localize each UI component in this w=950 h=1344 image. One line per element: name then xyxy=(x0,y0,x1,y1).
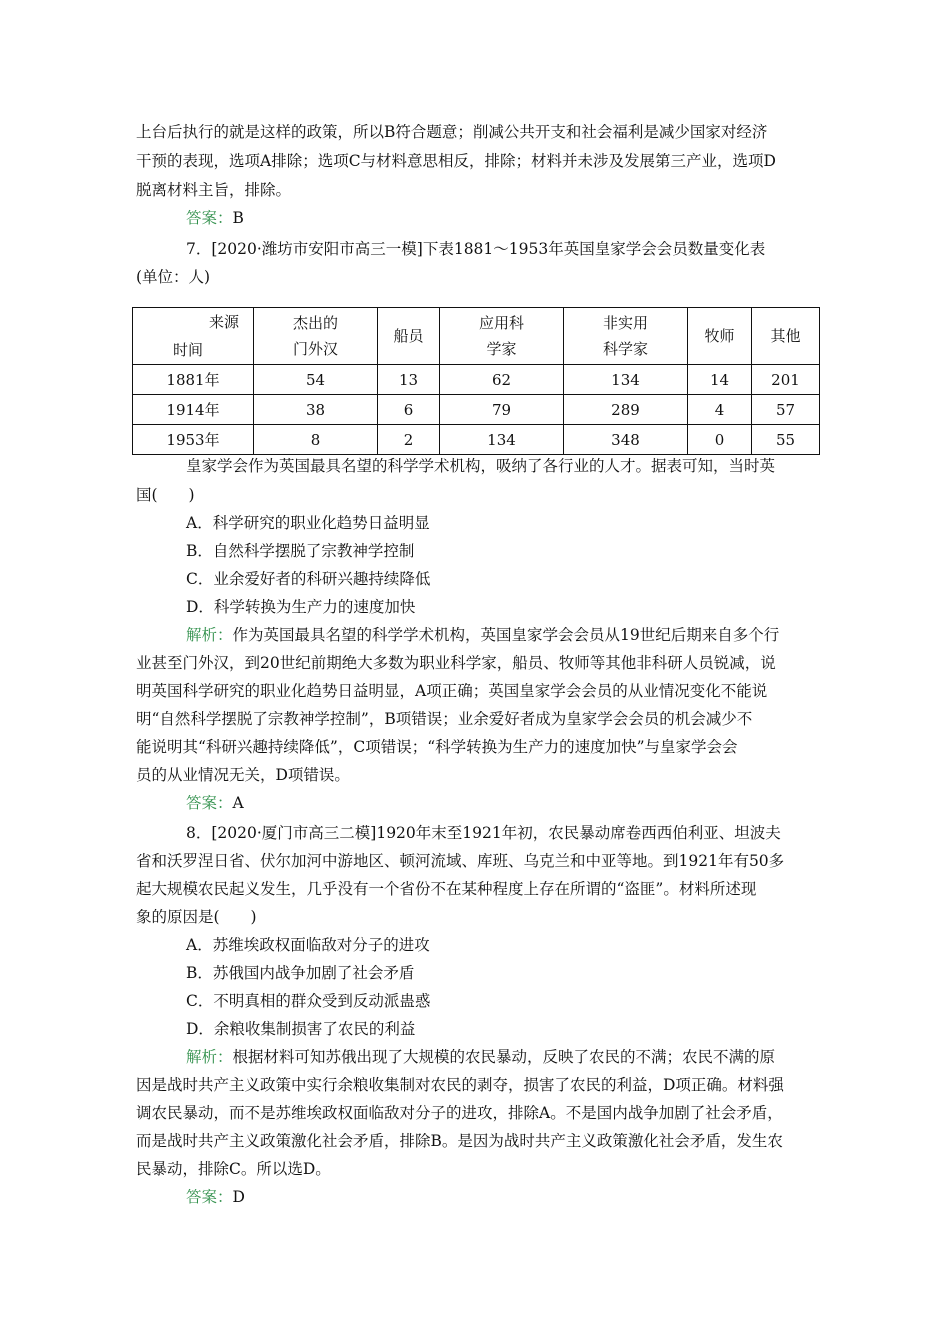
table-cell: 55 xyxy=(752,425,820,455)
q8-option-a: A．苏维埃政权面临敌对分子的进攻 xyxy=(186,936,430,954)
q7-analysis-line-2: 业甚至门外汉，到20世纪前期绝大多数为职业科学家，船员、牧师等其他非科研人员锐减，说 xyxy=(136,654,776,672)
q7-stem-line-2: (单位：人) xyxy=(136,268,211,286)
q8-stem-line-2: 省和沃罗涅日省、伏尔加河中游地区、顿河流域、库班、乌克兰和中亚等地。到1921年有50多 xyxy=(136,852,785,870)
q7-question-line-1: 皇家学会作为英国最具名望的科学学术机构，吸纳了各行业的人才。据表可知，当时英 xyxy=(186,457,776,475)
table-cell: 54 xyxy=(254,365,378,395)
table-cell: 2 xyxy=(378,425,440,455)
corner-source-label: 来源 xyxy=(208,313,239,331)
table-cell: 57 xyxy=(752,395,820,425)
q8-stem-line-3: 起大规模农民起义发生，几乎没有一个省份不在某种程度上存在所谓的“盗匪”。材料所述现 xyxy=(136,880,757,898)
row-year: 1881年 xyxy=(133,365,254,395)
q8-option-d: D．余粮收集制损害了农民的利益 xyxy=(186,1020,416,1038)
q7-option-a: A．科学研究的职业化趋势日益明显 xyxy=(186,514,430,532)
table-cell: 289 xyxy=(564,395,688,425)
header-applied-scientists: 应用科 学家 xyxy=(440,308,564,365)
q7-option-d: D．科学转换为生产力的速度加快 xyxy=(186,598,416,616)
q6-analysis-line-2: 干预的表现，选项A排除；选项C与材料意思相反，排除；材料并未涉及发展第三产业，选项D xyxy=(136,152,776,170)
q8-option-b: B．苏俄国内战争加剧了社会矛盾 xyxy=(186,964,415,982)
table-cell: 14 xyxy=(688,365,752,395)
q8-analysis-label: 解析： xyxy=(186,1048,233,1066)
q6-answer-value: B xyxy=(232,209,244,227)
q7-answer-value: A xyxy=(232,794,244,812)
q8-option-c: C．不明真相的群众受到反动派蛊惑 xyxy=(186,992,431,1010)
table-row xyxy=(133,425,820,455)
table-cell: 134 xyxy=(440,425,564,455)
corner-time-label: 时间 xyxy=(173,341,204,359)
q7-analysis-line-6: 员的从业情况无关，D项错误。 xyxy=(136,766,350,784)
q6-answer-label: 答案： xyxy=(186,209,233,227)
q7-analysis-line-5: 能说明其“科研兴趣持续降低”，C项错误；“科学转换为生产力的速度加快”与皇家学会会 xyxy=(136,738,738,756)
q7-analysis-line-3: 明英国科学研究的职业化趋势日益明显，A项正确；英国皇家学会会员的从业情况变化不能说 xyxy=(136,682,768,700)
q7-analysis-label: 解析： xyxy=(186,626,233,644)
q7-question-line-2: 国( ) xyxy=(136,486,195,504)
table-header-row xyxy=(133,308,820,365)
table-cell: 201 xyxy=(752,365,820,395)
header-others: 其他 xyxy=(752,308,820,365)
q8-analysis-line-2: 因是战时共产主义政策中实行余粮收集制对农民的剥夺，损害了农民的利益，D项正确。材料强 xyxy=(136,1076,784,1094)
q7-option-c: C．业余爱好者的科研兴趣持续降低 xyxy=(186,570,431,588)
q8-analysis-line-4: 而是战时共产主义政策激化社会矛盾，排除B。是因为战时共产主义政策激化社会矛盾，发生农 xyxy=(136,1132,783,1150)
table-cell: 38 xyxy=(254,395,378,425)
table-cell: 8 xyxy=(254,425,378,455)
q8-analysis-line-5: 民暴动，排除C。所以选D。 xyxy=(136,1160,331,1178)
q7-answer-label: 答案： xyxy=(186,794,233,812)
header-clergy: 牧师 xyxy=(688,308,752,365)
table-cell: 13 xyxy=(378,365,440,395)
row-year: 1914年 xyxy=(133,395,254,425)
q6-answer xyxy=(186,208,244,228)
q8-analysis-first: 根据材料可知苏俄出现了大规模的农民暴动，反映了农民的不满；农民不满的原 xyxy=(232,1048,776,1066)
table-cell: 4 xyxy=(688,395,752,425)
q8-answer-label: 答案： xyxy=(186,1188,233,1206)
q8-analysis-line-3: 调农民暴动，而不是苏维埃政权面临敌对分子的进攻，排除A。不是国内战争加剧了社会矛盾， xyxy=(136,1104,783,1122)
header-sailors: 船员 xyxy=(378,308,440,365)
q7-analysis-first: 作为英国最具名望的科学学术机构，英国皇家学会会员从19世纪后期来自多个行 xyxy=(232,626,780,644)
q7-option-b: B．自然科学摆脱了宗教神学控制 xyxy=(186,542,415,560)
q6-analysis-line-3: 脱离材料主旨，排除。 xyxy=(136,181,292,199)
table-row xyxy=(133,365,820,395)
header-nonpractical-scientists: 非实用 科学家 xyxy=(564,308,688,365)
q7-stem-line-1: 7．[2020·潍坊市安阳市高三一模]下表1881～1953年英国皇家学会会员数量变化表 xyxy=(186,240,766,258)
table-row xyxy=(133,395,820,425)
table-cell: 62 xyxy=(440,365,564,395)
q8-stem-line-1: 8．[2020·厦门市高三二模]1920年末至1921年初，农民暴动席卷西西伯利亚、坦波夫 xyxy=(186,824,781,842)
q6-analysis-line-1: 上台后执行的就是这样的政策，所以B符合题意；削减公共开支和社会福利是减少国家对经济 xyxy=(136,123,768,141)
table-cell: 79 xyxy=(440,395,564,425)
q7-analysis-line-4: 明“自然科学摆脱了宗教神学控制”，B项错误；业余爱好者成为皇家学会会员的机会减少不 xyxy=(136,710,753,728)
q8-stem-line-4: 象的原因是( ) xyxy=(136,908,257,926)
q8-answer-value: D xyxy=(232,1188,245,1206)
table-cell: 348 xyxy=(564,425,688,455)
table-corner-cell xyxy=(133,308,254,365)
table-cell: 6 xyxy=(378,395,440,425)
row-year: 1953年 xyxy=(133,425,254,455)
q8-analysis-line-1 xyxy=(186,1047,775,1067)
q7-data-table xyxy=(132,307,820,455)
table-cell: 134 xyxy=(564,365,688,395)
q7-answer xyxy=(186,793,244,813)
header-notable-amateurs: 杰出的 门外汉 xyxy=(254,308,378,365)
q8-answer xyxy=(186,1187,245,1207)
table-cell: 0 xyxy=(688,425,752,455)
q7-analysis-line-1 xyxy=(186,625,779,645)
